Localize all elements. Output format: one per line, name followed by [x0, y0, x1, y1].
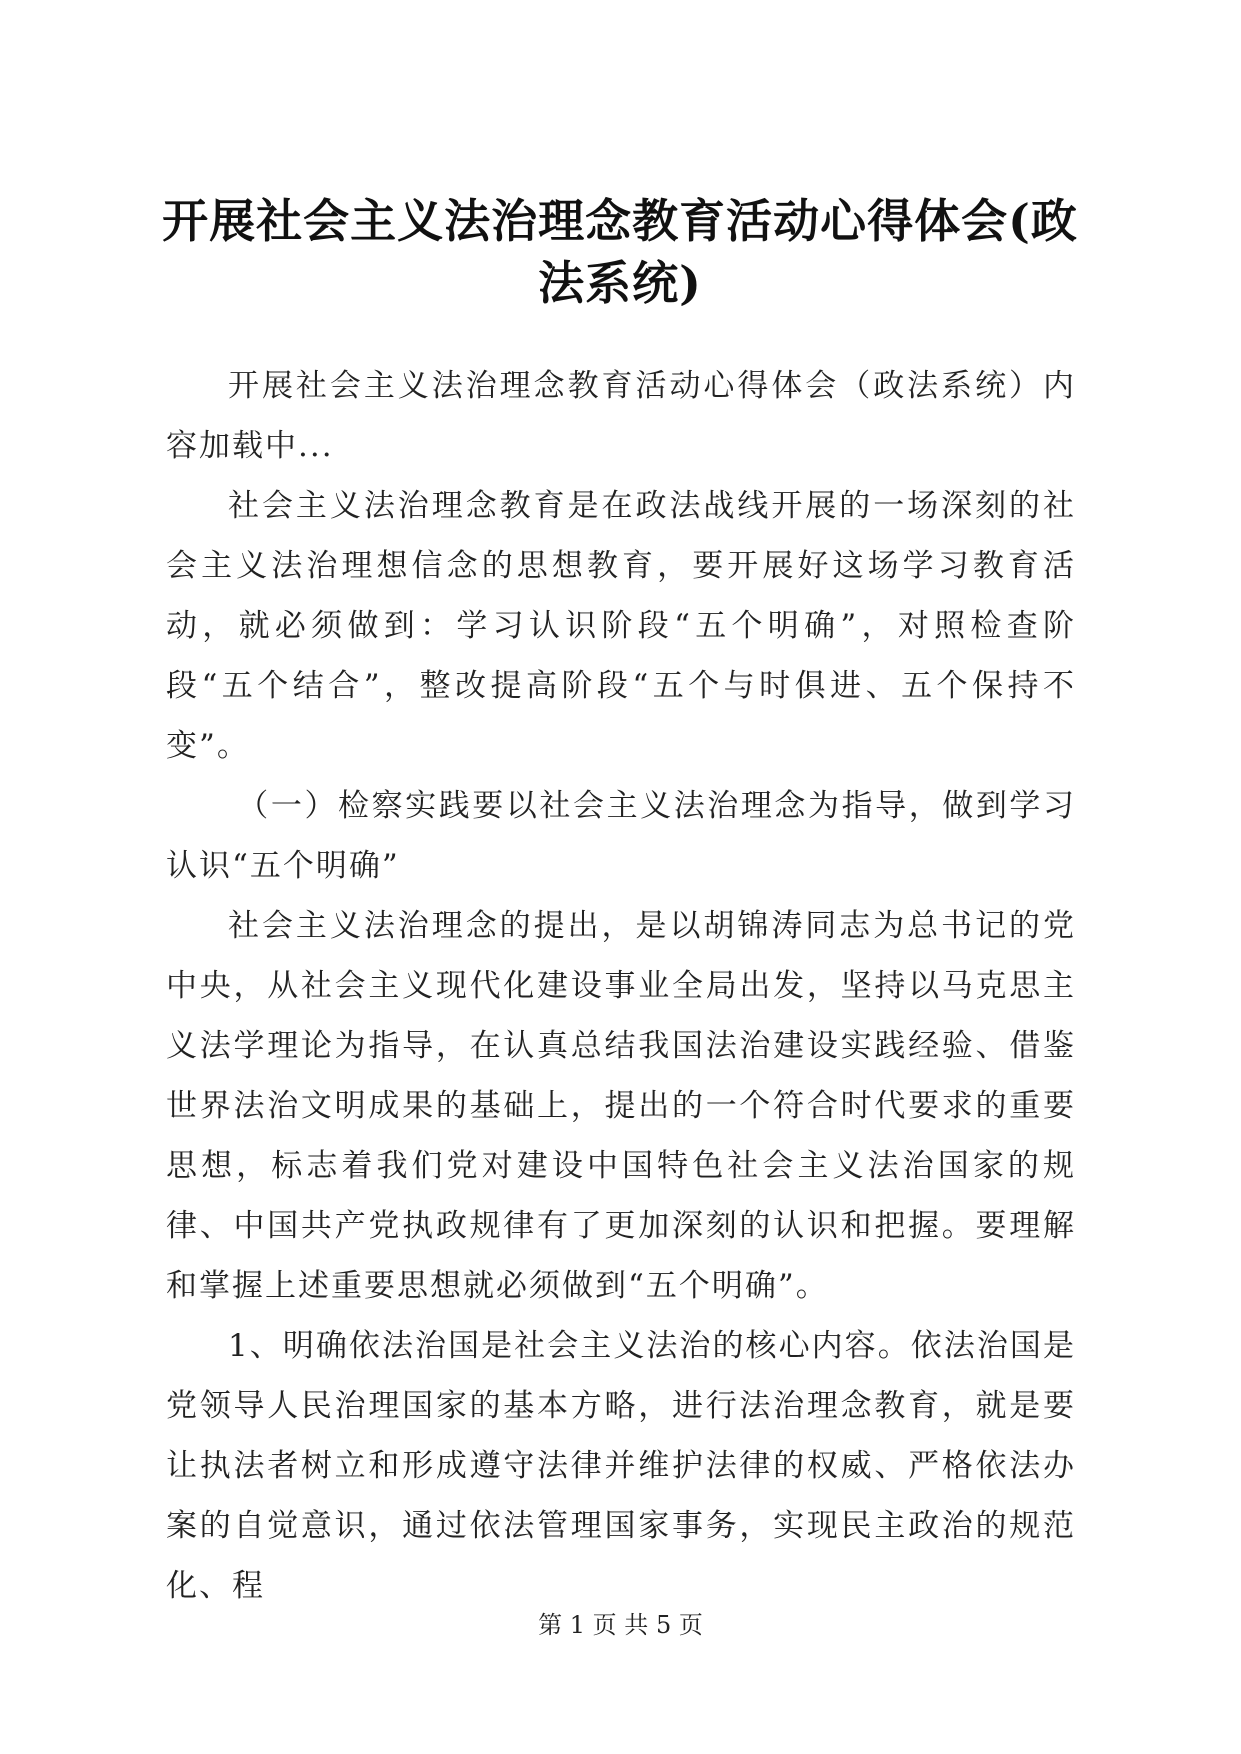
- paragraph-point-one: 1、明确依法治国是社会主义法治的核心内容。依法治国是党领导人民治理国家的基本方略，进行法治理念教育，就是要让执法者树立和形成遵守法律并维护法律的权威、严格依法办案的自觉意识，通过依法管理国家事务，实现民主政治的规范化、程: [166, 1328, 1076, 1604]
- document-body: [166, 356, 1076, 1616]
- paragraph-background: 社会主义法治理念的提出，是以胡锦涛同志为总书记的党中央，从社会主义现代化建设事业全局出发，坚持以马克思主义法学理论为指导，在认真总结我国法治建设实践经验、借鉴世界法治文明成果的基础上，提出的一个符合时代要求的重要思想，标志着我们党对建设中国特色社会主义法治国家的规律、中国共产党执政规律有了更加深刻的认识和把握。要理解和掌握上述重要思想就必须做到“五个明确”。: [166, 908, 1076, 1304]
- paragraph-overview: 社会主义法治理念教育是在政法战线开展的一场深刻的社会主义法治理想信念的思想教育，要开展好这场学习教育活动，就必须做到：学习认识阶段“五个明确”，对照检查阶段“五个结合”，整改提高阶段“五个与时俱进、五个保持不变”。: [166, 488, 1076, 764]
- paragraph-intro: 开展社会主义法治理念教育活动心得体会（政法系统）内容加载中...: [166, 368, 1076, 464]
- page-number-footer: 第 1 页 共 5 页: [538, 1611, 703, 1639]
- document-title: 开展社会主义法治理念教育活动心得体会(政法系统): [162, 194, 1078, 310]
- section-heading-one: （一）检察实践要以社会主义法治理念为指导，做到学习认识“五个明确”: [166, 788, 1076, 884]
